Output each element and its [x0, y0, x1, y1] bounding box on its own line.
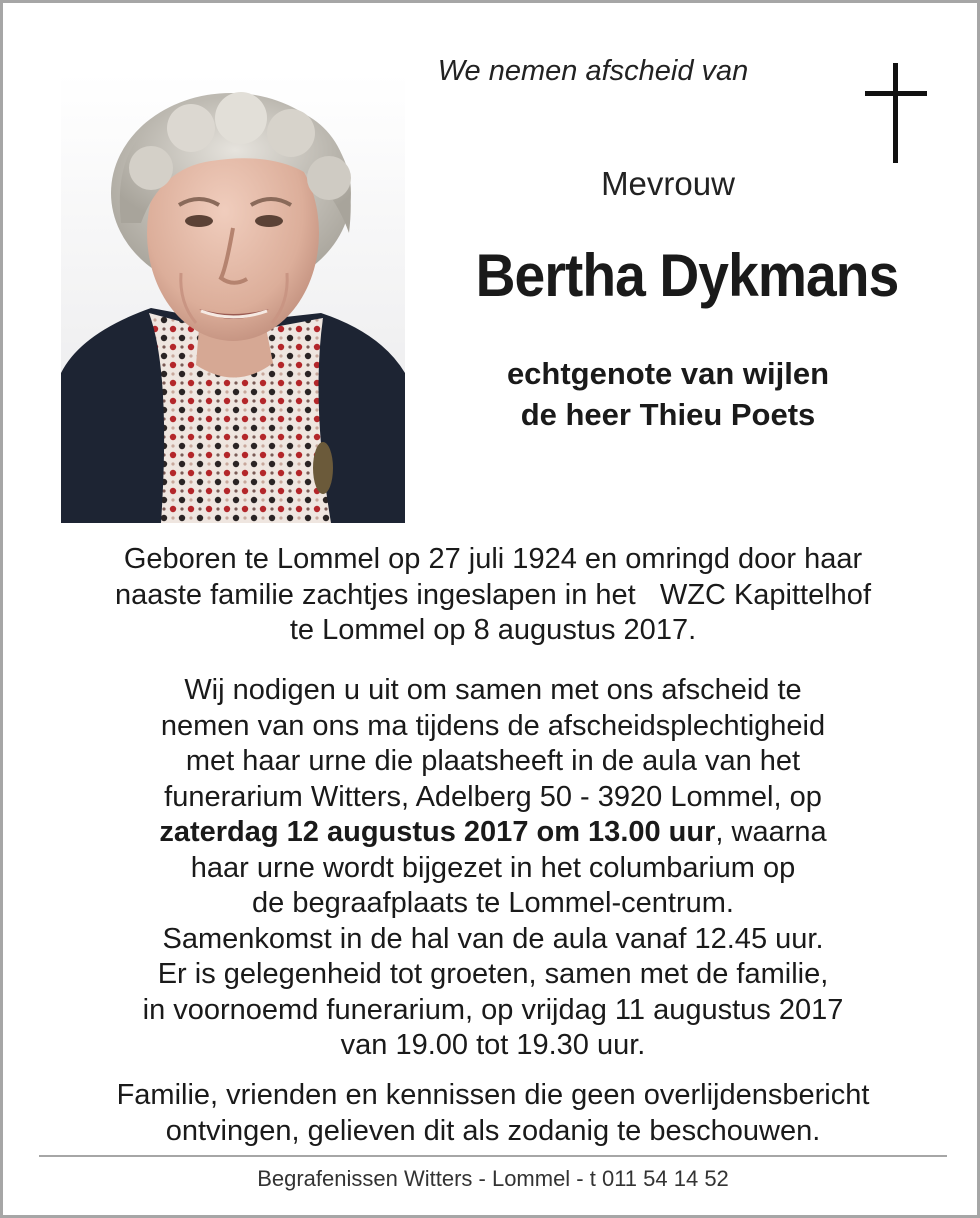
- notice-paragraph: [43, 1078, 943, 1149]
- text-fragment: , waarna: [715, 816, 827, 848]
- text-line: [43, 815, 943, 851]
- text-line: haar urne wordt bijgezet in het columbarium op: [190, 851, 796, 884]
- spouse-line: de heer Thieu Poets: [520, 397, 816, 432]
- text-line: van 19.00 tot 19.30 uur.: [340, 1029, 646, 1061]
- text-line: met haar urne die plaatsheeft in de aula van het: [185, 745, 801, 777]
- ceremony-paragraph: [43, 673, 943, 1064]
- funeral-home-footer: Begrafenissen Witters - Lommel - t 011 54 14 52: [257, 1166, 729, 1191]
- deceased-name: Bertha Dykmans: [475, 242, 899, 309]
- text-line: nemen van ons ma tijdens de afscheidsplechtigheid: [160, 709, 826, 742]
- text-line: Er is gelegenheid tot groeten, samen met de familie,: [157, 958, 829, 990]
- text-line: Samenkomst in de hal van de aula vanaf 12.45 uur.: [162, 922, 824, 955]
- text-line: funerarium Witters, Adelberg 50 - 3920 Lommel, op: [164, 780, 822, 813]
- cross-icon: [865, 63, 927, 163]
- text-line: Wij nodigen u uit om samen met ons afscheid te: [184, 674, 802, 706]
- text-line: Familie, vrienden en kennissen die geen overlijdensbericht: [116, 1079, 870, 1111]
- text-line: te Lommel op 8 augustus 2017.: [289, 614, 697, 646]
- divider: [39, 1155, 947, 1157]
- honorific-title: Mevrouw: [601, 165, 735, 202]
- portrait-photo: [61, 73, 405, 523]
- birth-death-paragraph: [43, 542, 943, 649]
- text-line: ontvingen, gelieven dit als zodanig te beschouwen.: [165, 1114, 821, 1147]
- portrait-illustration: [61, 73, 405, 523]
- intro-text: We nemen afscheid van: [437, 55, 749, 87]
- spouse-info: [433, 353, 903, 435]
- text-line: de begraafplaats te Lommel-centrum.: [252, 887, 734, 919]
- ceremony-datetime: zaterdag 12 augustus 2017 om 13.00 uur: [159, 816, 716, 848]
- text-line: Geboren te Lommel op 27 juli 1924 en omringd door haar: [123, 543, 863, 575]
- spouse-line: echtgenote van wijlen: [506, 356, 830, 391]
- text-line: naaste familie zachtjes ingeslapen in het WZC Kapittelhof: [114, 578, 871, 611]
- text-line: in voornoemd funerarium, op vrijdag 11 augustus 2017: [142, 993, 844, 1026]
